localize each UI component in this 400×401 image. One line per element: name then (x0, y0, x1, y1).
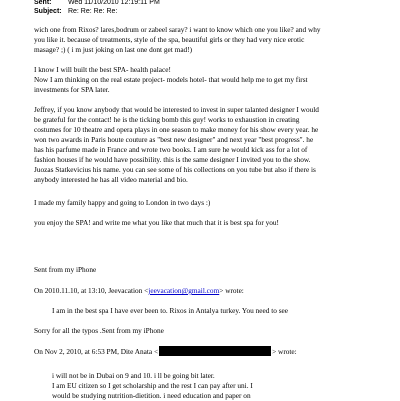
quote-header-line (34, 286, 380, 296)
body-line: costumes for 10 theatre and opera plays in one season to make money for his show every year. he (34, 125, 319, 134)
sent-label: Sent: (34, 0, 52, 6)
body-line: wich one from Rixos? lares,bodrum or zabeel saray? i want to know which one you like? and why (34, 25, 321, 34)
body-line: Now I am thinking on the real estate project- models hotel- that would help me to get my first (34, 75, 308, 84)
redaction-box (159, 346, 271, 356)
subject-value: Re: Re: Re: Re: (67, 8, 118, 15)
sent-from-line: Sent from my iPhone (34, 265, 97, 274)
sent-value: Wed 11/10/2010 12:19:11 PM (67, 0, 160, 6)
email-link[interactable]: jeevacation@gmail.com (148, 286, 220, 295)
subject-label: Subject: (34, 8, 62, 15)
quoted-text-line: would be studying nutrition-dietition. i need education and paper on (52, 391, 251, 400)
quote1-suffix: > wrote: (219, 286, 244, 295)
body-line: be grateful for the contact! he is the ticking bomb this guy! works to exhaustion in creating (34, 115, 300, 124)
body-line: Jeffrey, if you know anybody that would be interested to invest in super talanted designer I would (34, 105, 319, 114)
quote2-prefix: On Nov 2, 2010, at 6:53 PM, Dite Anata < (34, 347, 159, 356)
quoted-text-line: i will not be in Dubai on 9 and 10. i ll be going bit later. (52, 371, 215, 380)
body-line: won two awards in Paris houte couture as "best new designer" and next year "best progress". he (34, 135, 314, 144)
body-line: fashion houses if he would have possibility. this is the same designer I invited you to the show. (34, 155, 311, 164)
quote1-prefix: On 2010.11.10, at 13:10, Jeevacation < (34, 286, 149, 295)
quote-header-line (34, 346, 380, 357)
typos-line: Sorry for all the typos .Sent from my iPhone (34, 326, 164, 335)
quoted-text-line: I am EU citizen so I get scholarship and the rest I can pay after uni. I (52, 381, 253, 390)
quote2-suffix: > wrote: (272, 347, 297, 356)
body-line: you like it. because of treatments, style of the spa, beautiful girls or they had very nice erotic (34, 35, 305, 44)
body-line: I made my family happy and going to London in two days :) (34, 198, 211, 207)
body-line: I know I will built the best SPA- health palace! (34, 65, 171, 74)
body-line: investments for SPA later. (34, 85, 110, 94)
body-line: anybody interested he has all video material and bio. (34, 175, 188, 184)
quoted-text-line: I am in the best spa I have ever been to. Rixos in Antalya turkey. You need to see (52, 306, 289, 315)
body-line: Juozas Statkevicius his name. you can see some of his collections on you tube but also if there is (34, 165, 316, 174)
body-line: masage? ;) ( i m just joking on last one dont get mad!) (34, 45, 193, 54)
body-line: you enjoy the SPA! and write me what you like that much that it is best spa for you! (34, 218, 279, 227)
subject-row (34, 8, 117, 16)
sent-row (34, 0, 160, 7)
body-line: has his parfume made in France and wrote two books. I am sure he would kick ass for a lot of (34, 145, 308, 154)
